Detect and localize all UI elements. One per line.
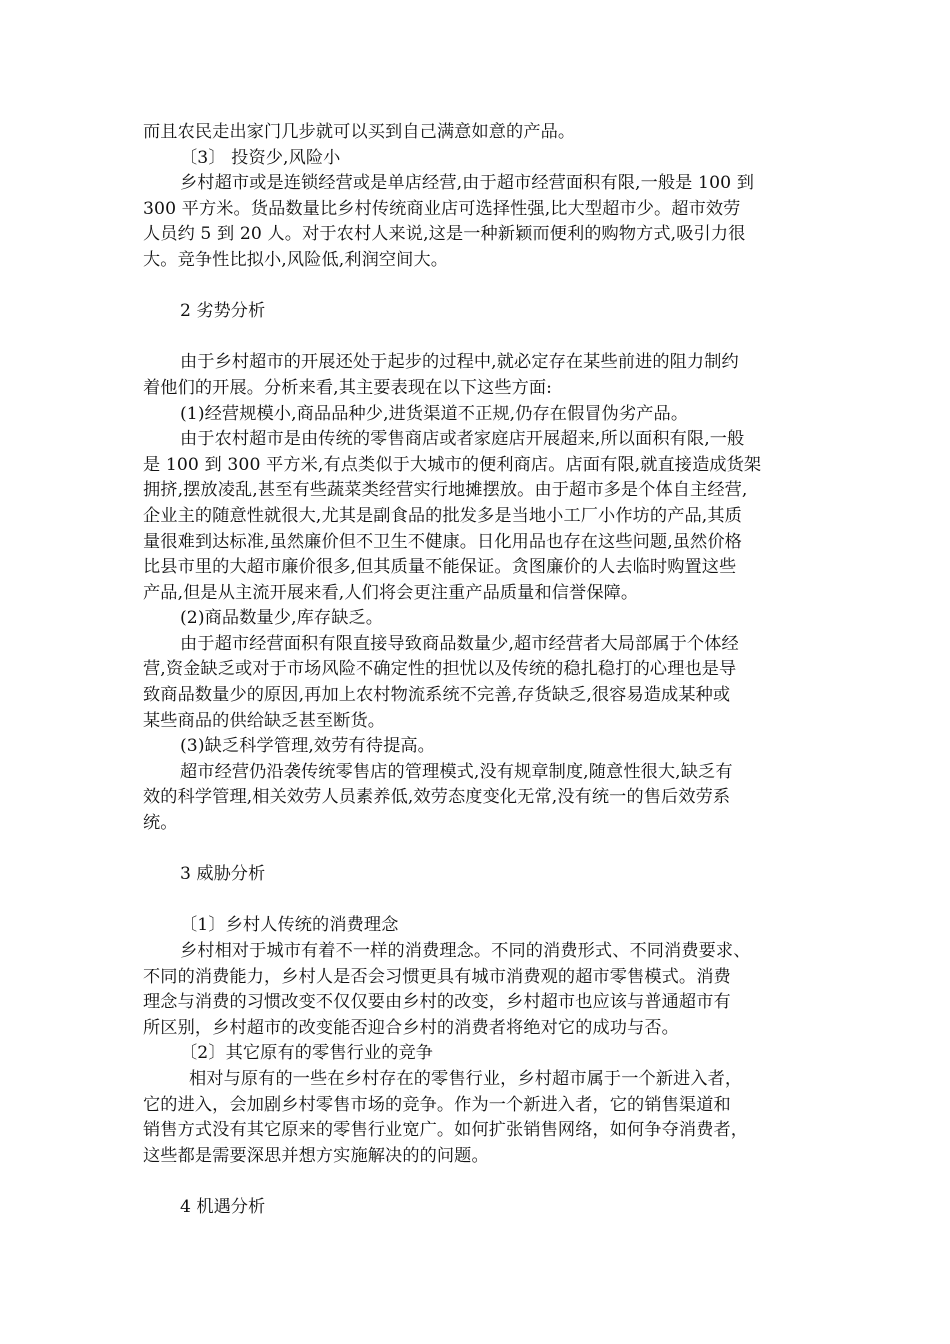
text-line: 乡村相对于城市有着不一样的消费理念。不同的消费形式、不同消费要求、 (180, 941, 751, 961)
text-line: 拥挤,摆放凌乱,甚至有些蔬菜类经营实行地摊摆放。由于超市多是个体自主经营, (143, 480, 748, 501)
sub-heading (143, 913, 811, 939)
text-line: 不同的消费能力，乡村人是否会习惯更具有城市消费观的超市零售模式。消费 (143, 966, 731, 987)
sub-heading-competition: 〔2〕其它原有的零售行业的竞争 (180, 1043, 434, 1064)
document-page (143, 120, 811, 1221)
paragraph (143, 1067, 811, 1169)
text-line: 致商品数量少的原因,再加上农村物流系统不完善,存货缺乏,很容易造成某种或 (143, 685, 731, 706)
text-line: 由于超市经营面积有限直接导致商品数量少,超市经营者大局部属于个体经 (180, 633, 739, 654)
paragraph (143, 760, 811, 837)
list-item (143, 734, 811, 760)
paragraph (143, 350, 811, 401)
paragraph (143, 171, 811, 273)
section-heading (143, 146, 811, 172)
text-line: 所区别，乡村超市的改变能否迎合乡村的消费者将绝对它的成功与否。 (143, 1017, 679, 1038)
text-line: 由于乡村超市的开展还处于起步的过程中,就必定存在某些前进的阻力制约 (180, 352, 739, 373)
section-heading-opportunity: 4 机遇分析 (180, 1196, 266, 1217)
text-line: 这些都是需要深思并想方实施解决的的问题。 (143, 1145, 489, 1166)
text-line: 比县市里的大超市廉价很多,但其质量不能保证。贪图廉价的人去临时购置这些 (143, 557, 737, 578)
text-line: 着他们的开展。分析来看,其主要表现在以下这些方面: (143, 377, 553, 398)
section-heading-threat: 3 威胁分析 (180, 864, 266, 885)
text-line: 人员约 5 到 20 人。对于农村人来说,这是一种新颖而便利的购物方式,吸引力很 (143, 224, 746, 245)
paragraph (143, 632, 811, 734)
text-line: 大。竞争性比拟小,风险低,利润空间大。 (143, 249, 449, 270)
text-line: 企业主的随意性就很大,尤其是副食品的批发多是当地小工厂小作坊的产品,其质 (143, 505, 742, 526)
text-line: 超市经营仍沿袭传统零售店的管理模式,没有规章制度,随意性很大,缺乏有 (180, 761, 733, 782)
text-line: 相对与原有的一些在乡村存在的零售行业，乡村超市属于一个新进入者， (189, 1068, 743, 1089)
list-item (143, 402, 811, 428)
text-line: 而且农民走出家门几步就可以买到自己满意如意的产品。 (143, 122, 576, 142)
sub-heading (143, 1041, 811, 1067)
item-2: (2)商品数量少,库存缺乏。 (180, 608, 384, 629)
heading-invest-risk: 〔3〕 投资少,风险小 (180, 147, 341, 168)
list-item (143, 606, 811, 632)
item-1: (1)经营规模小,商品品种少,进货渠道不正规,仍存在假冒伪劣产品。 (180, 403, 689, 424)
text-line: 营,资金缺乏或对于市场风险不确定性的担忧以及传统的稳扎稳打的心理也是导 (143, 659, 737, 680)
text-line: 它的进入，会加剧乡村零售市场的竞争。作为一个新进入者，它的销售渠道和 (143, 1094, 731, 1115)
text-line: 销售方式没有其它原来的零售行业宽广。如何扩张销售网络，如何争夺消费者， (143, 1120, 749, 1141)
text-line: 产品,但是从主流开展来看,人们将会更注重产品质量和信誉保障。 (143, 582, 639, 603)
text-line: 理念与消费的习惯改变不仅仅要由乡村的改变，乡村超市也应该与普通超市有 (143, 992, 731, 1013)
paragraph (143, 427, 811, 606)
text-line: 300 平方米。货品数量比乡村传统商业店可选择性强,比大型超市少。超市效劳 (143, 198, 741, 219)
text-line: 由于农村超市是由传统的零售商店或者家庭店开展超来,所以面积有限,一般 (180, 429, 745, 450)
item-3: (3)缺乏科学管理,效劳有待提高。 (180, 736, 435, 757)
paragraph (143, 120, 811, 146)
text-line: 效的科学管理,相关效劳人员素养低,效劳态度变化无常,没有统一的售后效劳系 (143, 787, 731, 808)
text-line: 是 100 到 300 平方米,有点类似于大城市的便利商店。店面有限,就直接造成货架 (143, 454, 762, 475)
text-line: 量很难到达标准,虽然廉价但不卫生不健康。日化用品也存在这些问题,虽然价格 (143, 531, 742, 552)
text-line: 乡村超市或是连锁经营或是单店经营,由于超市经营面积有限,一般是 100 到 (180, 173, 754, 194)
paragraph (143, 939, 811, 1041)
sub-heading-consumption: 〔1〕乡村人传统的消费理念 (180, 915, 399, 936)
text-line: 统。 (143, 813, 178, 834)
section-heading-weakness: 2 劣势分析 (180, 301, 266, 322)
text-line: 某些商品的供给缺乏甚至断货。 (143, 710, 386, 731)
